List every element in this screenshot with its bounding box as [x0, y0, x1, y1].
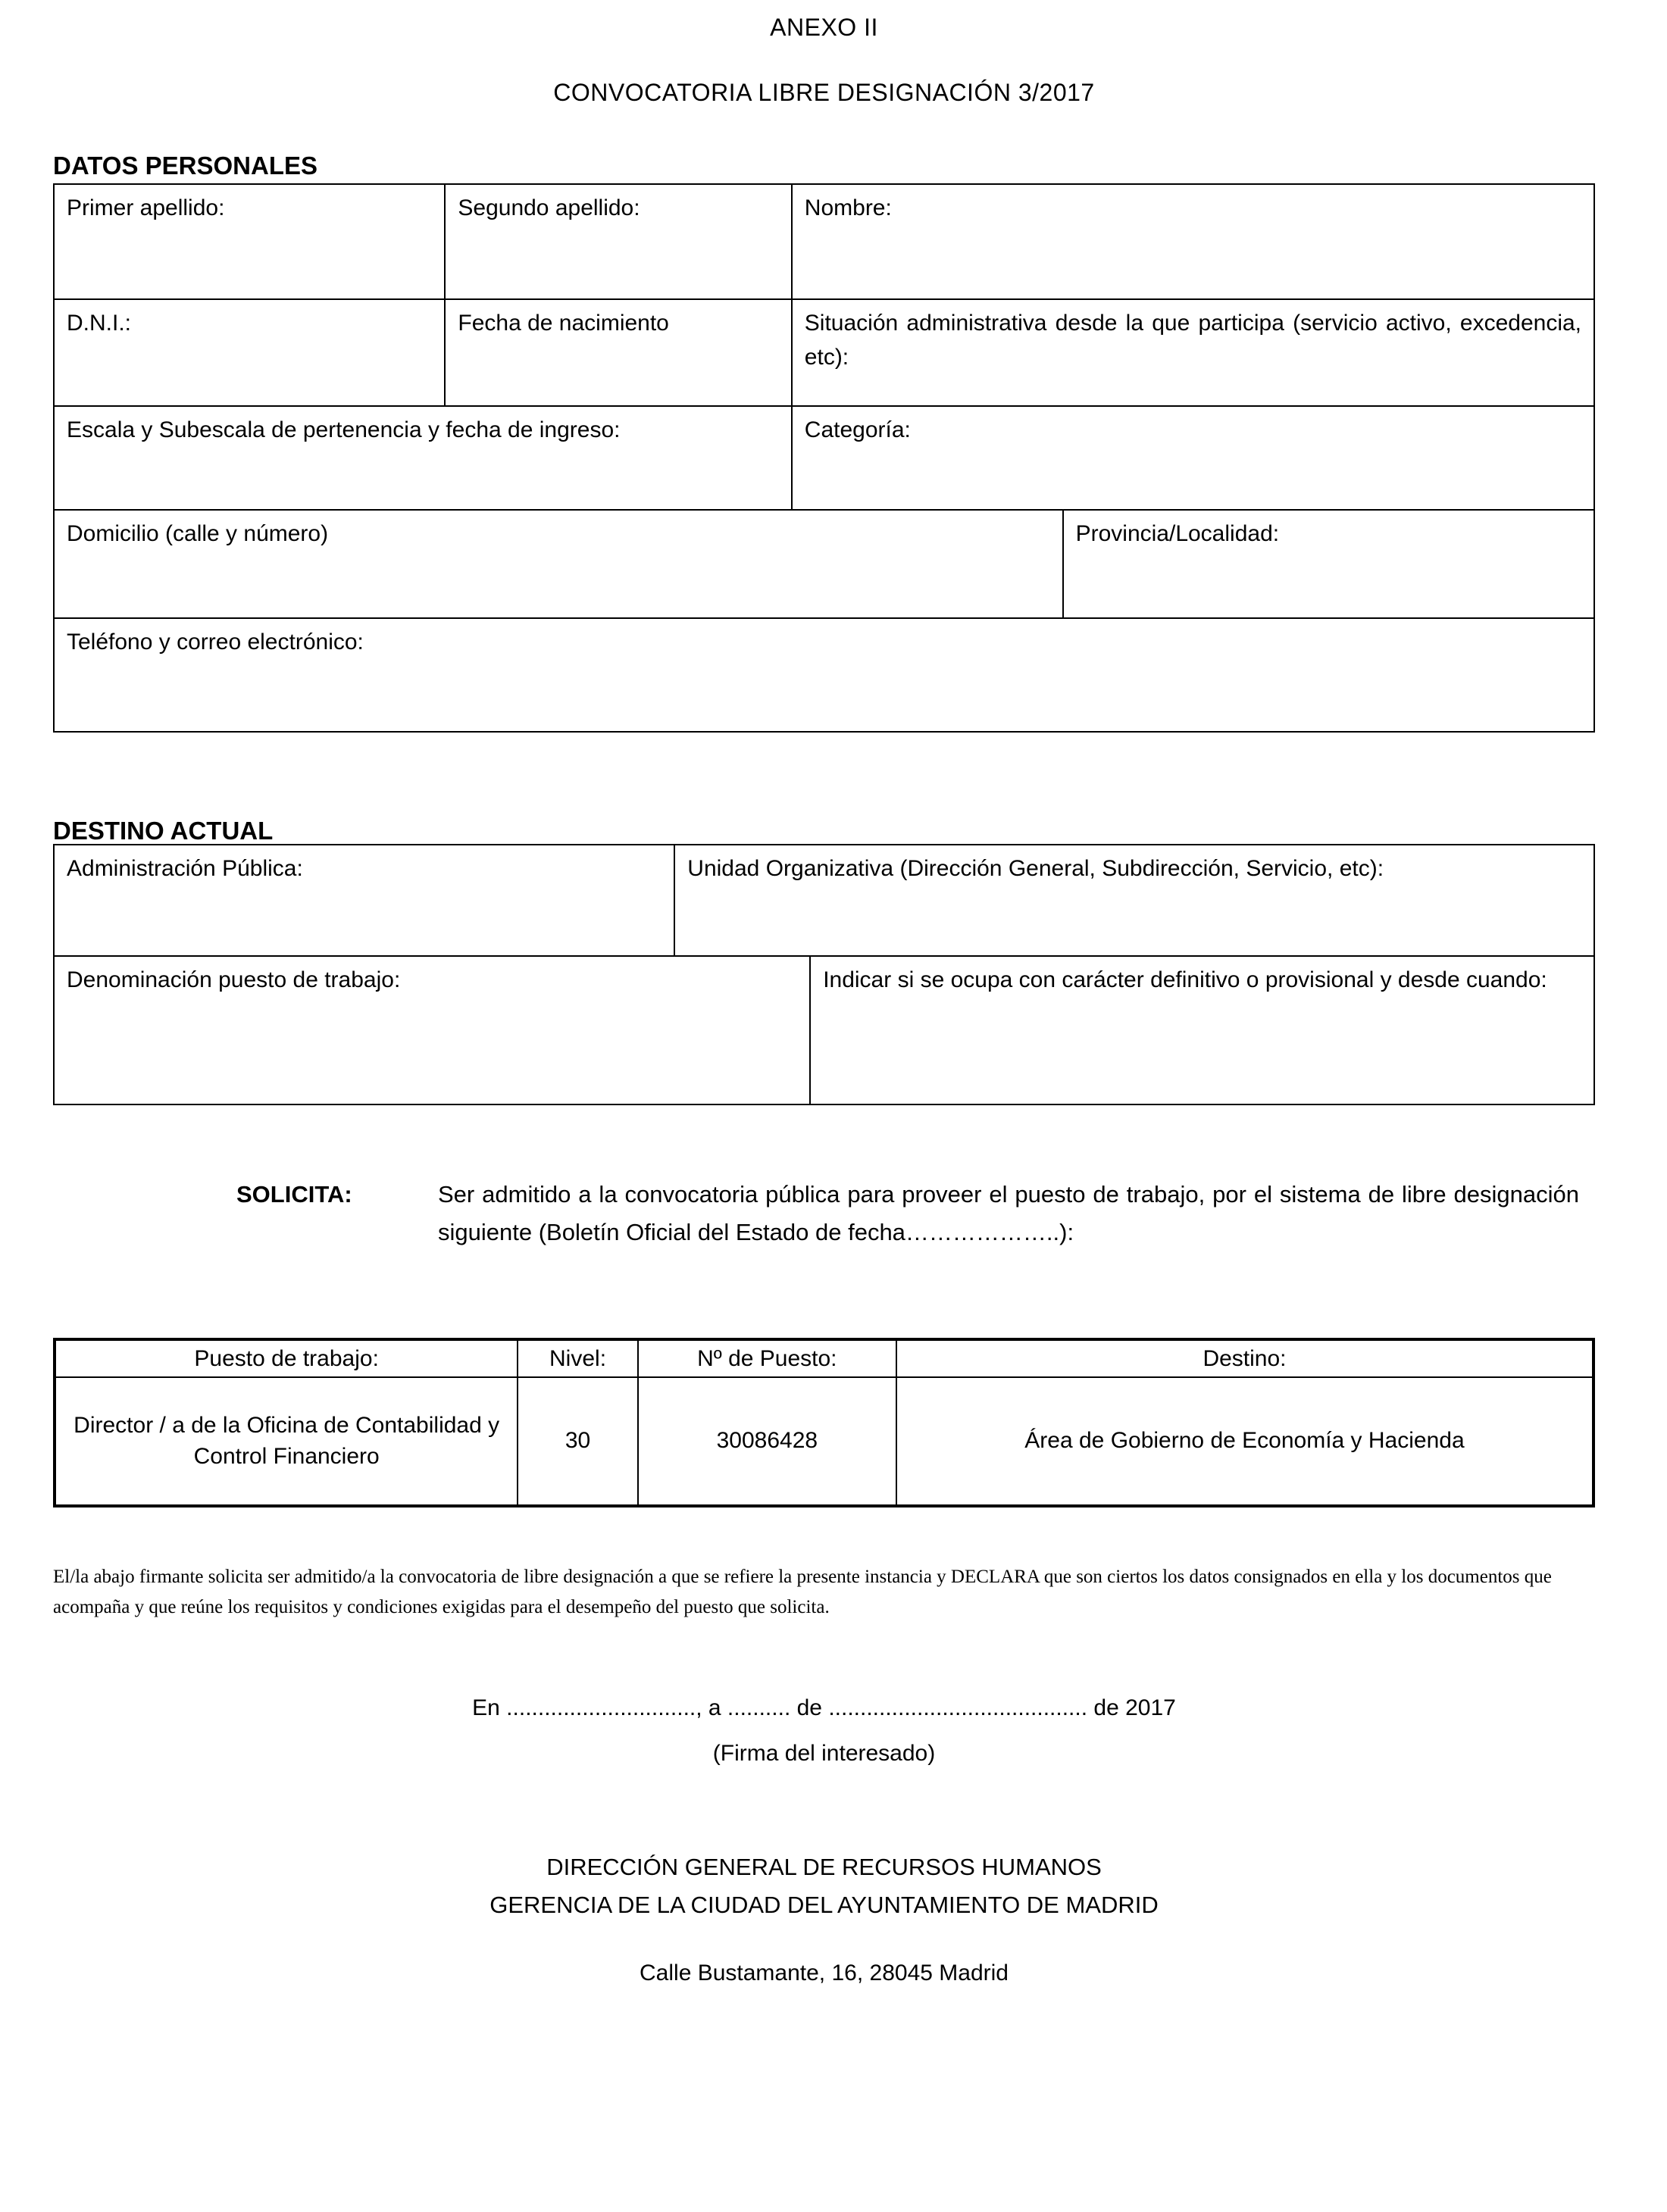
datos-personales-table	[53, 183, 1595, 733]
solicita-text: Ser admitido a la convocatoria pública para proveer el puesto de trabajo, por el sistema de libre designación siguiente (Boletín Oficial del Estado de fecha………………..):	[438, 1181, 1579, 1245]
puesto-trabajo-table	[53, 1338, 1595, 1507]
table-row	[54, 618, 1594, 732]
cell-puesto-trabajo: Director / a de la Oficina de Contabilidad y Control Financiero	[55, 1377, 518, 1506]
footer-line-gerencia: GERENCIA DE LA CIUDAD DEL AYUNTAMIENTO DE MADRID	[489, 1891, 1159, 1918]
header-destino: Destino:	[896, 1339, 1594, 1377]
field-provincia-localidad: Provincia/Localidad:	[1063, 510, 1594, 618]
table-row	[54, 406, 1594, 510]
field-administracion-publica: Administración Pública:	[54, 845, 674, 956]
table-row	[54, 845, 1594, 956]
field-fecha-nacimiento: Fecha de nacimiento	[445, 299, 791, 406]
cell-numero-puesto: 30086428	[638, 1377, 896, 1506]
solicita-block	[236, 1176, 1579, 1251]
footer-organization	[53, 1848, 1595, 1923]
document-page	[53, 0, 1595, 2212]
field-dni: D.N.I.:	[54, 299, 445, 406]
field-unidad-organizativa: Unidad Organizativa (Dirección General, Subdirección, Servicio, etc):	[674, 845, 1594, 956]
signature-date-line: En .............................., a .......... de ......................................... de 2017	[472, 1695, 1176, 1720]
table-row	[54, 510, 1594, 618]
cell-nivel: 30	[518, 1377, 637, 1506]
field-situacion-administrativa: Situación administrativa desde la que participa (servicio activo, excedencia, etc):	[792, 299, 1594, 406]
cell-destino: Área de Gobierno de Economía y Hacienda	[896, 1377, 1594, 1506]
footer-address: Calle Bustamante, 16, 28045 Madrid	[640, 1960, 1009, 1985]
field-segundo-apellido: Segundo apellido:	[445, 184, 791, 299]
table-row	[54, 956, 1594, 1104]
declaration-paragraph: El/la abajo firmante solicita ser admitido/a la convocatoria de libre designación a que se refiere la presente instancia y DECLARA que son ciertos los datos consignados en ella y los documentos que acompaña y que reúne los requisitos y condiciones exigidas para el desempeño del puesto que solicita.	[53, 1567, 1552, 1617]
field-indicar-caracter: Indicar si se ocupa con carácter definitivo o provisional y desde cuando:	[810, 956, 1594, 1104]
destino-actual-table	[53, 844, 1595, 1105]
table-row	[54, 299, 1594, 406]
footer-line-direccion: DIRECCIÓN GENERAL DE RECURSOS HUMANOS	[546, 1854, 1102, 1880]
field-domicilio: Domicilio (calle y número)	[54, 510, 1063, 618]
field-escala-subescala: Escala y Subescala de pertenencia y fecha de ingreso:	[54, 406, 792, 510]
header-nivel: Nivel:	[518, 1339, 637, 1377]
datos-personales-heading: DATOS PERSONALES	[53, 152, 317, 180]
field-primer-apellido: Primer apellido:	[54, 184, 445, 299]
solicita-label: SOLICITA:	[236, 1181, 352, 1208]
field-telefono-correo: Teléfono y correo electrónico:	[54, 618, 1594, 732]
field-nombre: Nombre:	[792, 184, 1594, 299]
field-denominacion-puesto: Denominación puesto de trabajo:	[54, 956, 810, 1104]
page-title: ANEXO II	[770, 14, 878, 41]
table-row	[55, 1377, 1594, 1506]
field-categoria: Categoría:	[792, 406, 1594, 510]
destino-actual-heading: DESTINO ACTUAL	[53, 817, 274, 845]
table-header-row	[55, 1339, 1594, 1377]
table-row	[54, 184, 1594, 299]
signature-caption: (Firma del interesado)	[712, 1741, 936, 1766]
header-puesto-trabajo: Puesto de trabajo:	[55, 1339, 518, 1377]
header-numero-puesto: Nº de Puesto:	[638, 1339, 896, 1377]
page-subtitle: CONVOCATORIA LIBRE DESIGNACIÓN 3/2017	[553, 79, 1095, 106]
